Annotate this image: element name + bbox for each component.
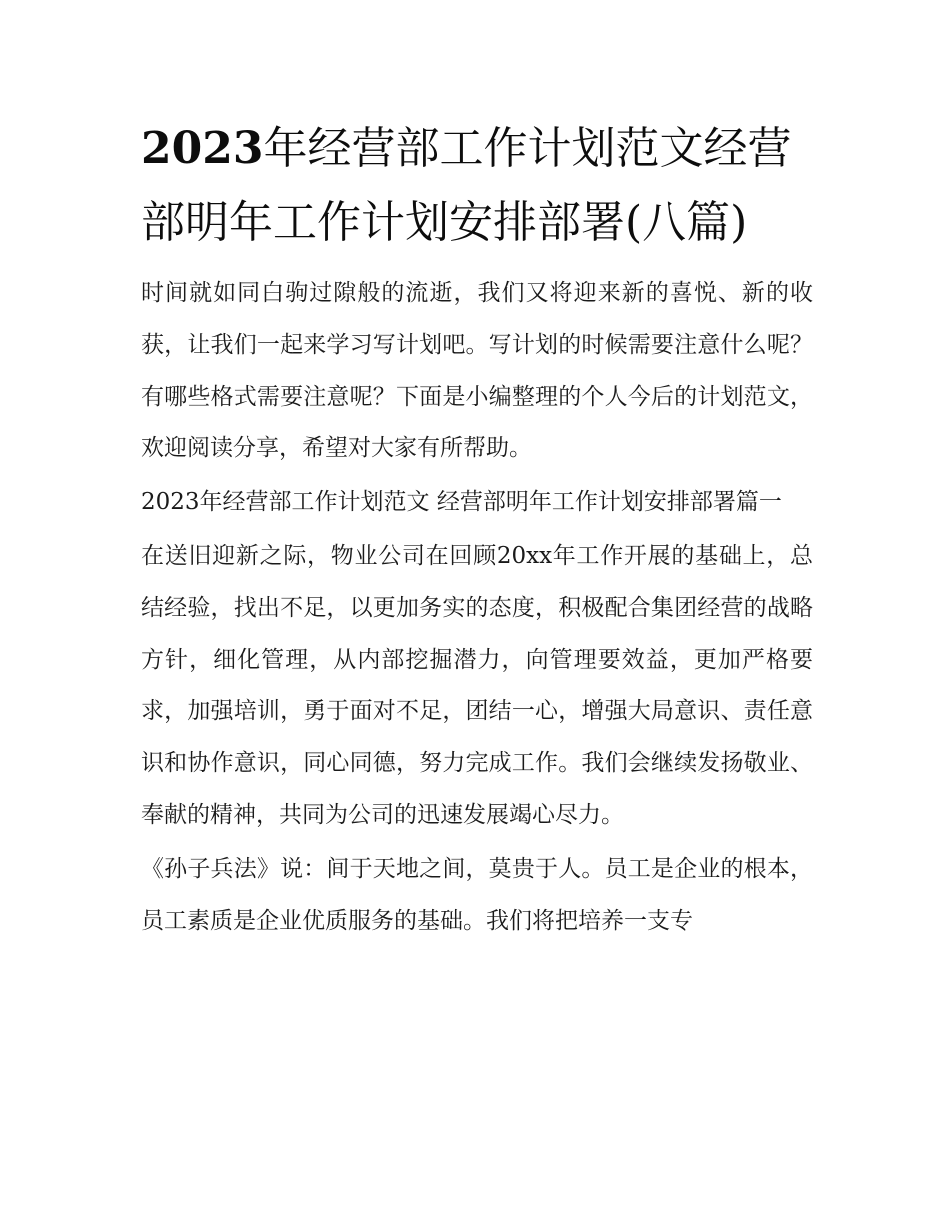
intro-paragraph: 时间就如同白驹过隙般的流逝，我们又将迎来新的喜悦、新的收获，让我们一起来学习写计划吧。写计划的时候需要注意什么呢？有哪些格式需要注意呢？下面是小编整理的个人今后的计划范文，欢迎阅读分享，希望对大家有所帮助。	[141, 280, 813, 462]
title-year: 2023	[141, 123, 264, 174]
document-content	[141, 112, 813, 949]
document-title	[141, 112, 813, 260]
body-paragraph-1: 在送旧迎新之际，物业公司在回顾20xx年工作开展的基础上，总结经验，找出不足，以更加务实的态度，积极配合集团经营的战略方针，细化管理，从内部挖掘潜力，向管理要效益，更加严格要求，加强培训，勇于面对不足，团结一心，增强大局意识、责任意识和协作意识，同心同德，努力完成工作。我们会继续发扬敬业、奉献的精神，共同为公司的迅速发展竭心尽力。	[141, 542, 813, 828]
title-text: 年经营部工作计划范文经营部明年工作计划安排部署(八篇)	[141, 123, 792, 248]
section-heading: 2023年经营部工作计划范文 经营部明年工作计划安排部署篇一	[141, 489, 782, 516]
body-paragraph-2: 《孙子兵法》说：间于天地之间，莫贵于人。员工是企业的根本，员工素质是企业优质服务的基础。我们将把培养一支专	[141, 855, 813, 934]
